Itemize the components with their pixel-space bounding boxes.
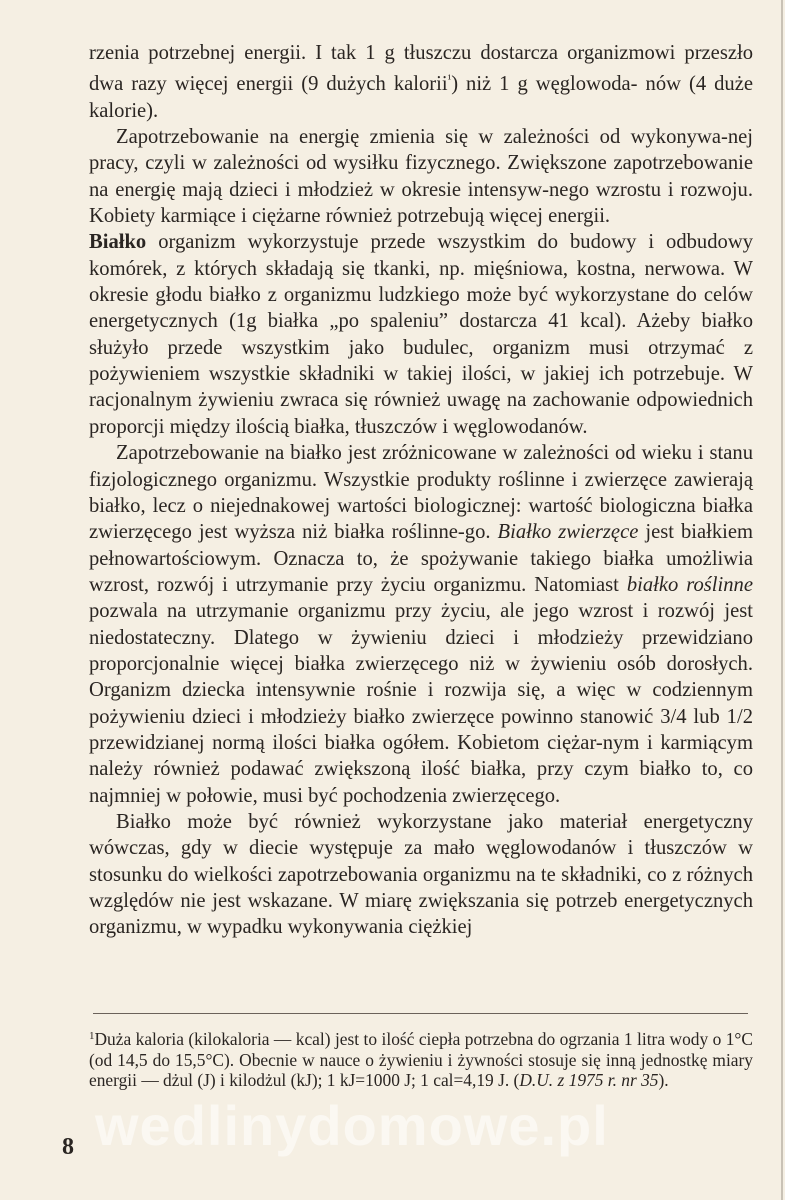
paragraph-text: Zapotrzebowanie na energię zmienia się w zależności od wykonywa-nej pracy, czyli w zależności od wysiłku fizycznego. Zwiększone zapotrzebowanie na energię mają dzieci i młodzież w okresie intensyw-nego wzrostu i rozwoju. Kobiety karmiące i ciężarne również potrzebują więcej energii. xyxy=(89,126,753,228)
text-line: ) niż 1 g węglowoda- xyxy=(451,73,638,96)
text-line: nów (4 duże kalorie). xyxy=(89,73,753,122)
paragraph-text: jest białkiem pełnowartościowym. Oznacza to, że spożywanie takiego białka umożliwia wzrost, rozwój i utrzymanie przy życiu organizmu. Natomiast xyxy=(89,521,754,596)
paragraph-energy-continuation xyxy=(89,40,753,124)
body-text xyxy=(89,40,753,941)
text-line: rzenia potrzebnej energii. I tak 1 g tłuszczu dostarcza organizmowi xyxy=(89,42,676,64)
watermark: wedlinydomowe.pl xyxy=(95,1094,609,1157)
paragraph-text: organizm wykorzystuje przede wszystkim do budowy i odbudowy komórek, z których składają się tkanki, np. mięśniowa, kostna, nerwowa. W okresie głodu białko z organizmu ludzkiego może być wykorzystane do celów energetycznych (1g białka „po spaleniu” dostarcza 41 kcal). Ażeby białko służyło przede wszystkim jako budulec, organizm musi otrzymać z pożywieniem wszystkie składniki w takiej ilości, w jakiej ich potrzebuje. W racjonalnym żywieniu zwraca się również uwagę na zachowanie odpowiednich proporcji między ilością białka, tłuszczów i węglowodanów. xyxy=(89,231,753,438)
paragraph-protein-intro xyxy=(89,229,753,440)
paragraph-text: pozwala na utrzymanie organizmu przy życiu, ale jego wzrost i rozwój jest niedostateczny. Dlatego w żywieniu dzieci i młodzieży przewidziano proporcjonalnie więcej białka zwierzęcego niż w żywieniu osób dorosłych. Organizm dziecka intensywnie rośnie i rozwija się, a więc w codziennym pożywieniu dzieci i młodzieży białko zwierzęce powinno stanowić 3/4 lub 1/2 przewidzianej normą ilości białka ogółem. Kobietom ciężar-nym i karmiącym należy również podawać zwiększoną ilość białka, przy czym białko to, co najmniej w połowie, musi być pochodzenia zwierzęcego. xyxy=(89,600,753,807)
footnote-reference: ¹ xyxy=(447,72,452,87)
term-animal-protein: Białko zwierzęce xyxy=(497,521,639,544)
text-line: przeszło dwa razy więcej energii (9 dużych kalorii xyxy=(89,42,753,96)
footnote-text: Duża kaloria (kilokaloria — kcal) jest to ilość ciepła potrzebna do ogrzania 1 litra wody o 1°C (od 14,5 do 15,5°C). Obecnie w nauce o żywieniu i żywności stosuje się inną jednostkę miary energii — dżul (J) i kilodżul (kJ); 1 kJ=1000 J; 1 cal=4,19 J. ( xyxy=(89,1029,753,1091)
footnote-divider xyxy=(93,1013,748,1014)
footnote-tail: ). xyxy=(658,1070,669,1091)
paragraph-text: Zapotrzebowanie na białko jest zróżnicowane w zależności od wieku i stanu fizjologicznego organizmu. Wszystkie produkty roślinne i zwierzęce zawierają białko, lecz o niejednakowej wartości biologicznej: wartość biologiczna białka zwierzęcego jest wyższa niż białka roślinne-go. xyxy=(89,442,753,544)
page-edge xyxy=(781,0,783,1200)
term-bialko: Białko xyxy=(89,231,147,254)
paragraph-protein-demand xyxy=(89,440,753,809)
term-plant-protein: białko roślinne xyxy=(626,573,753,596)
footnote-marker: 1 xyxy=(89,1030,95,1042)
page-number: 8 xyxy=(62,1134,74,1160)
footnote xyxy=(89,1026,753,1091)
paragraph-energy-demand xyxy=(89,124,753,229)
paragraph-text: Białko może być również wykorzystane jako materiał energetyczny wówczas, gdy w diecie występuje za mało węglowodanów i tłuszczów w stosunku do wielkości zapotrzebowania organizmu na te składniki, co z różnych względów nie jest wskazane. W miarę zwiększania się potrzeb energetycznych organizmu, w wypadku wykonywania ciężkiej xyxy=(89,810,753,939)
paragraph-protein-energy xyxy=(89,809,753,941)
footnote-source: D.U. z 1975 r. nr 35 xyxy=(519,1070,659,1091)
